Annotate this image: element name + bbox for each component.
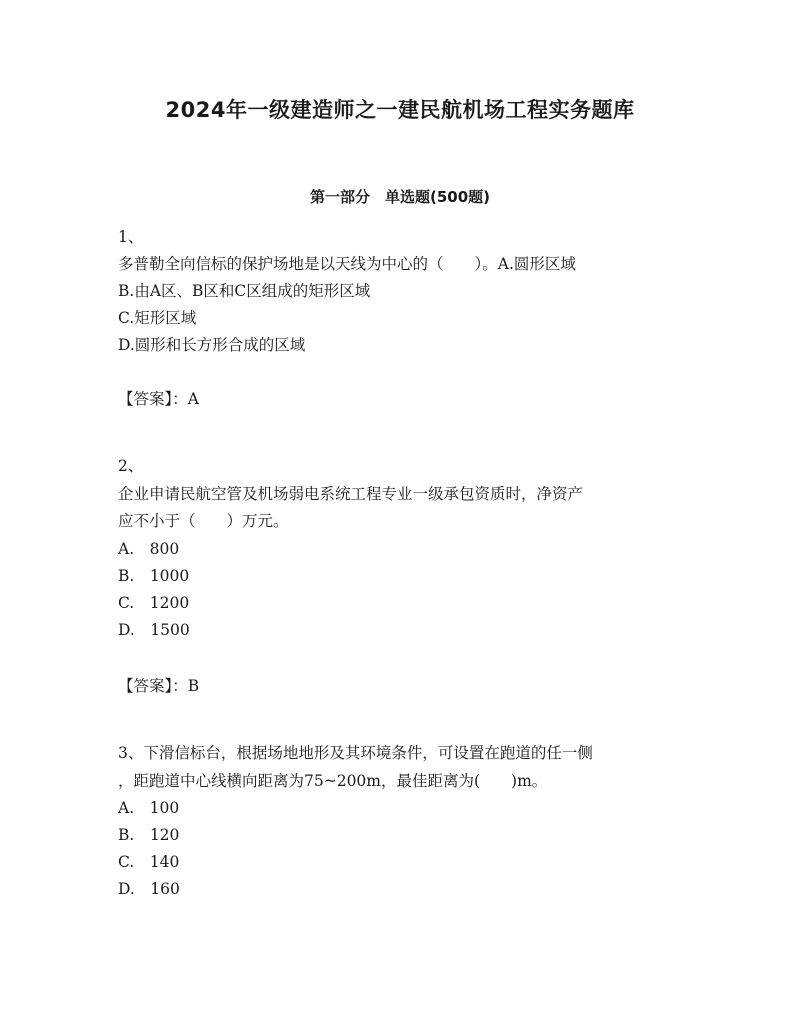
question-2-stem-line-1: 企业申请民航空管及机场弱电系统工程专业一级承包资质时，净资产 xyxy=(118,485,584,503)
section-title-text: 第一部分 单选题(500题) xyxy=(309,188,491,206)
document-title: 2024年一级建造师之一建民航机场工程实务题库 xyxy=(165,98,635,122)
question-1-option-b: B.由A区、B区和C区组成的矩形区域 xyxy=(118,282,371,300)
question-2-option-d: D. 1500 xyxy=(118,621,190,639)
question-1-option-c: C.矩形区域 xyxy=(118,309,197,327)
question-3-stem-line-1: 3、下滑信标台，根据场地地形及其环境条件，可设置在跑道的任一侧 xyxy=(118,744,593,762)
question-3-option-b: B. 120 xyxy=(118,826,180,844)
question-1-answer: 【答案】：A xyxy=(118,390,199,408)
question-2-number: 2、 xyxy=(118,457,144,475)
question-1-stem: 多普勒全向信标的保护场地是以天线为中心的（ ）。A.圆形区域 xyxy=(118,255,576,273)
question-3-stem-line-2: ，距跑道中心线横向距离为75~200m，最佳距离为( )m。 xyxy=(118,772,548,790)
section-title xyxy=(0,186,800,207)
question-1-number: 1、 xyxy=(118,228,144,246)
question-2-answer: 【答案】：B xyxy=(118,677,200,695)
question-3-option-d: D. 160 xyxy=(118,880,180,898)
question-1-option-d: D.圆形和长方形合成的区域 xyxy=(118,336,306,354)
question-2-option-c: C. 1200 xyxy=(118,594,190,612)
question-3-option-c: C. 140 xyxy=(118,853,180,871)
question-2-stem-line-2: 应不小于（ ）万元。 xyxy=(118,512,289,530)
question-2-option-b: B. 1000 xyxy=(118,567,190,585)
question-2-option-a: A. 800 xyxy=(118,540,180,558)
question-3-option-a: A. 100 xyxy=(118,799,180,817)
